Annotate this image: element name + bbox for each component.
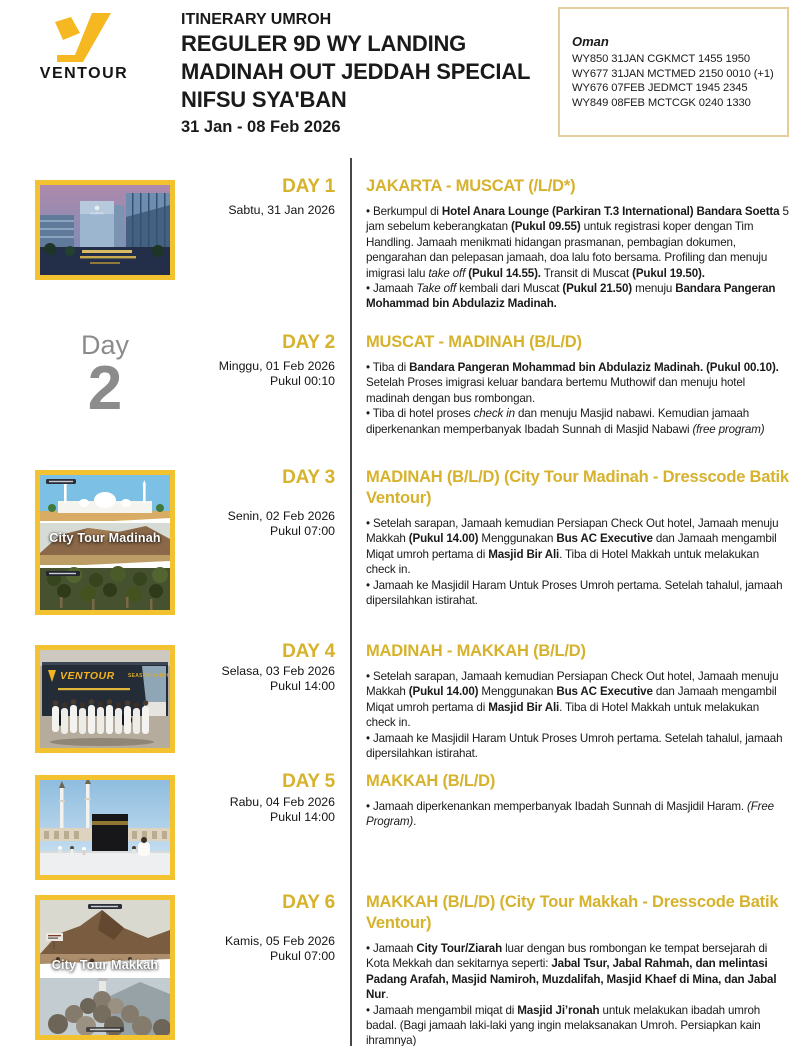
day5-date-text: Rabu, 04 Feb 2026	[229, 795, 335, 809]
day6-time-text: Pukul 07:00	[270, 949, 335, 963]
day2-title: MUSCAT - MADINAH (B/L/D)	[366, 333, 582, 351]
day6-photo-city-tour-makkah	[35, 895, 175, 1040]
day4-title: MADINAH - MAKKAH (B/L/D)	[366, 642, 586, 660]
header-date-range: 31 Jan - 08 Feb 2026	[181, 118, 341, 136]
day3-date-text: Senin, 02 Feb 2026	[227, 509, 335, 523]
flight-line: WY676 07FEB JEDMCT 1945 2345	[572, 82, 748, 94]
header-title-line-3: NIFSU SYA'BAN	[181, 87, 347, 112]
kaaba-illustration	[40, 780, 170, 875]
day2-date	[180, 359, 335, 389]
day3-time-text: Pukul 07:00	[270, 524, 335, 538]
day4-date	[180, 664, 335, 694]
day6-body	[366, 941, 790, 1046]
day5-bullet-1: • Jamaah diperkenankan memperbanyak Ibadah Sunnah di Masjidil Haram. (Free Program).	[366, 800, 774, 829]
day4-date-text: Selasa, 03 Feb 2026	[221, 664, 335, 678]
ventour-logo	[30, 12, 138, 83]
day3-bullet-2: • Jamaah ke Masjidil Haram Untuk Proses Umroh pertama. Setelah tahalul, jamaah dipersilahkan istirahat.	[366, 578, 783, 608]
day1-photo-hotel-anara	[35, 180, 175, 280]
day1-bullet-1: • Berkumpul di Hotel Anara Lounge (Parkiran T.3 International) Bandara Soetta 5 jam sebelum keberangkatan (Pukul 09.55) untuk registrasi koper dengan Tim Handling. Jamaah menikmati hidangan prasmanan, pembagian dokumen, pengarahan dan pelepasan jamaah, doa lalu foto bersama. Profiling dan menuju imigrasi lalu take off (Pukul 14.55). Transit di Muscat (Pukul 19.50).	[366, 205, 789, 280]
day1-label: DAY 1	[282, 176, 335, 197]
day1-date-text: Sabtu, 31 Jan 2026	[228, 203, 335, 217]
day6-bullet-1: • Jamaah City Tour/Ziarah luar dengan bus rombongan ke tempat bersejarah di Kota Mekkah dan sekitarnya seperti: Jabal Tsur, Jabal Rahmah, dan melintasi Padang Arafah, Masjid Namiroh, Muzdalifah, Masjid Khaef di Mina, dan Jabal Nur.	[366, 942, 777, 1002]
day5-body	[366, 799, 790, 830]
header-kicker: ITINERARY UMROH	[181, 11, 332, 28]
day3-content	[366, 467, 790, 608]
day5-date	[180, 795, 335, 825]
day2-watermark-word: Day	[80, 330, 129, 360]
header-title-line-1: REGULER 9D WY LANDING	[181, 31, 467, 56]
day2-time-text: Pukul 00:10	[270, 374, 335, 388]
day6-date-text: Kamis, 05 Feb 2026	[224, 934, 335, 948]
day2-label: DAY 2	[282, 332, 335, 353]
day3-title: MADINAH (B/L/D) (City Tour Madinah - Dresscode Batik Ventour)	[366, 468, 789, 507]
day2-content	[366, 332, 790, 437]
day6-date	[180, 934, 335, 964]
airline-name: Oman	[572, 34, 609, 49]
day3-photo-caption: City Tour Madinah	[49, 531, 161, 545]
day3-body	[366, 516, 790, 608]
bus-group-illustration	[40, 650, 170, 748]
flight-schedule-box	[558, 7, 789, 137]
svg-text:ANARA: ANARA	[90, 210, 104, 216]
day4-content	[366, 641, 790, 761]
day2-watermark-number: 2	[87, 354, 123, 423]
day3-label: DAY 3	[282, 467, 335, 488]
day2-bullet-2: • Tiba di hotel proses check in dan menuju Masjid nabawi. Kemudian jamaah diperkenankan memperbanyak Ibadah Sunnah di Masjid Nabawi (free program)	[366, 407, 765, 436]
ventour-v-icon	[47, 12, 121, 64]
day5-title: MAKKAH (B/L/D)	[366, 772, 496, 790]
day2-bullet-1: • Tiba di Bandara Pangeran Mohammad bin Abdulaziz Madinah. (Pukul 00.10). Setelah Proses imigrasi keluar bandara bertemu Muthowif dan menuju hotel madinah dengan bus rombongan.	[366, 361, 779, 405]
day1-body	[366, 204, 790, 312]
day6-label: DAY 6	[282, 892, 335, 913]
day5-time-text: Pukul 14:00	[270, 810, 335, 824]
flight-line: WY850 31JAN CGKMCT 1455 1950	[572, 53, 750, 65]
day5-content	[366, 771, 790, 830]
day4-time-text: Pukul 14:00	[270, 679, 335, 693]
document-header	[181, 10, 553, 137]
day2-date-text: Minggu, 01 Feb 2026	[218, 359, 335, 373]
day6-bullet-2: • Jamaah mengambil miqat di Masjid Ji’ronah untuk melakukan ibadah umroh badal. (Bagi jamaah laki-laki yang ingin melaksanakan Umroh. Persiapkan kain ihramnya)	[366, 1003, 761, 1046]
bus-season-text: SEASON 1446H	[128, 673, 169, 679]
hotel-dusk-illustration	[40, 185, 170, 275]
flight-line: WY677 31JAN MCTMED 2150 0010 (+1)	[572, 67, 774, 80]
day5-label: DAY 5	[282, 771, 335, 792]
day1-bullet-2: • Jamaah Take off kembali dari Muscat (Pukul 21.50) menuju Bandara Pangeran Mohammad bin Abdulaziz Madinah.	[366, 282, 776, 311]
day4-photo-ventour-bus	[35, 645, 175, 753]
day1-content	[366, 176, 790, 312]
header-title-line-2: MADINAH OUT JEDDAH SPECIAL	[181, 59, 531, 84]
day2-watermark	[35, 330, 175, 423]
day1-date	[180, 203, 335, 218]
day3-bullet-1: • Setelah sarapan, Jamaah kemudian Persiapan Check Out hotel, Jamaah menuju Makkah (Pukul 14.00) Menggunakan Bus AC Executive dan Jamaah mengambil Miqat umroh pertama di Masjid Bir Ali. Tiba di Hotel Makkah untuk melakukan check in.	[366, 517, 779, 577]
day3-date	[180, 509, 335, 539]
day6-photo-caption: City Tour Makkah	[51, 958, 159, 972]
logo-wordmark: VENTOUR	[39, 65, 129, 82]
day1-title: JAKARTA - MUSCAT (/L/D*)	[366, 177, 576, 195]
flight-line: WY849 08FEB MCTCGK 0240 1330	[572, 96, 751, 109]
day4-label: DAY 4	[282, 641, 335, 662]
bus-brand-text: VENTOUR	[60, 670, 115, 682]
day3-photo-city-tour-madinah	[35, 470, 175, 615]
day6-title: MAKKAH (B/L/D) (City Tour Makkah - Dresscode Batik Ventour)	[366, 893, 779, 932]
day4-bullet-1: • Setelah sarapan, Jamaah kemudian Persiapan Check Out hotel, Jamaah menuju Makkah (Pukul 14.00) Menggunakan Bus AC Executive dan Jamaah mengambil Miqat umroh pertama di Masjid Bir Ali. Tiba di Hotel Makkah untuk melakukan check in.	[366, 670, 779, 730]
day6-content	[366, 892, 790, 1046]
day5-photo-kaaba	[35, 775, 175, 880]
vertical-divider	[350, 158, 352, 1046]
day4-bullet-2: • Jamaah ke Masjidil Haram Untuk Proses Umroh pertama. Setelah tahalul, jamaah dipersilahkan istirahat.	[366, 731, 783, 761]
day2-body	[366, 360, 790, 437]
day4-body	[366, 669, 790, 761]
